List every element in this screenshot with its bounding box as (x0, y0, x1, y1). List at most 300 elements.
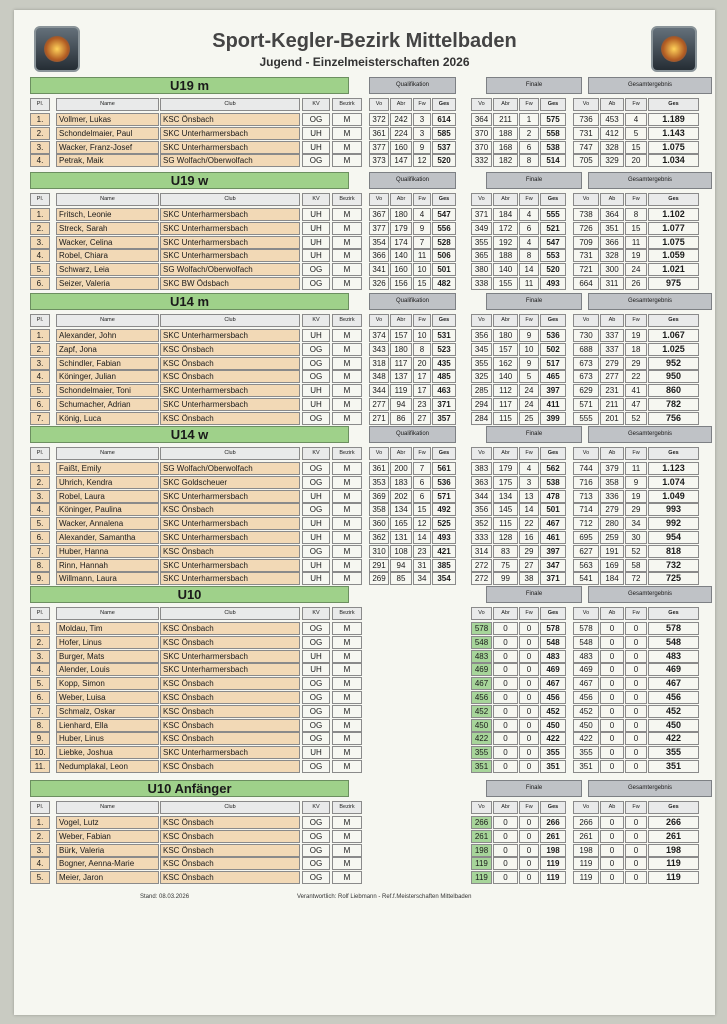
cell-kv: UH (302, 249, 330, 262)
cell-name: Schindler, Fabian (56, 357, 159, 370)
column-header-ab: Ab (600, 314, 624, 327)
cell-rank: 3. (30, 357, 50, 370)
cell-kv: UH (302, 329, 330, 342)
cell-q-abr: 180 (390, 208, 412, 221)
cell-q-fw: 8 (413, 343, 431, 356)
cell-club: KSC Önsbach (160, 871, 300, 884)
table-row (14, 760, 715, 774)
column-header-bezirk: Bezirk (332, 98, 362, 111)
cell-t-vo: 713 (573, 490, 599, 503)
cell-f-vo: 469 (471, 663, 492, 676)
column-header-kv: KV (302, 447, 330, 460)
cell-club: KSC Önsbach (160, 370, 300, 383)
cell-bezirk: M (332, 503, 362, 516)
cell-q-abr: 94 (390, 559, 412, 572)
cell-q-vo: 343 (369, 343, 389, 356)
table-row (14, 384, 715, 398)
cell-bezirk: M (332, 732, 362, 745)
cell-f-fw: 0 (519, 844, 539, 857)
cell-rank: 4. (30, 663, 50, 676)
cell-t-ab: 259 (600, 531, 624, 544)
cell-kv: OG (302, 263, 330, 276)
cell-f-vo: 352 (471, 517, 492, 530)
finale-header: Finale (486, 780, 582, 797)
cell-f-fw: 9 (519, 357, 539, 370)
cell-name: Schondelmaier, Toni (56, 384, 159, 397)
cell-t-ges: 1.067 (648, 329, 699, 342)
cell-kv: OG (302, 370, 330, 383)
cell-t-ab: 328 (600, 141, 624, 154)
cell-q-abr: 202 (390, 490, 412, 503)
cell-name: Robel, Laura (56, 490, 159, 503)
cell-f-abr: 0 (493, 732, 518, 745)
cell-f-vo: 338 (471, 277, 492, 290)
cell-rank: 1. (30, 462, 50, 475)
cell-f-abr: 115 (493, 412, 518, 425)
cell-t-ges: 954 (648, 531, 699, 544)
column-header-vo: Vo (471, 801, 492, 814)
results-sheet (14, 10, 715, 1015)
cell-kv: OG (302, 476, 330, 489)
column-header-ges: Ges (432, 193, 456, 206)
cell-t-ges: 1.074 (648, 476, 699, 489)
cell-f-ges: 493 (540, 277, 566, 290)
cell-bezirk: M (332, 663, 362, 676)
cell-f-vo: 452 (471, 705, 492, 718)
category-title: U14 w (30, 426, 349, 443)
cell-name: Rinn, Hannah (56, 559, 159, 572)
cell-bezirk: M (332, 113, 362, 126)
cell-f-vo: 548 (471, 636, 492, 649)
cell-kv: UH (302, 650, 330, 663)
table-row (14, 545, 715, 559)
cell-rank: 11. (30, 760, 50, 773)
cell-bezirk: M (332, 517, 362, 530)
cell-t-ges: 548 (648, 636, 699, 649)
cell-t-vo: 355 (573, 746, 599, 759)
column-header-fw: Fw (625, 98, 647, 111)
total-header: Gesamtergebnis (588, 293, 712, 310)
cell-q-ges: 493 (432, 531, 456, 544)
cell-rank: 3. (30, 490, 50, 503)
cell-t-ab: 351 (600, 222, 624, 235)
cell-q-ges: 520 (432, 154, 456, 167)
cell-q-ges: 463 (432, 384, 456, 397)
cell-club: KSC Önsbach (160, 691, 300, 704)
column-header-bezirk: Bezirk (332, 801, 362, 814)
cell-bezirk: M (332, 277, 362, 290)
column-header-abr: Abr (493, 193, 518, 206)
cell-t-ges: 860 (648, 384, 699, 397)
cell-name: Meier, Jaron (56, 871, 159, 884)
column-header-name: Name (56, 98, 159, 111)
cell-t-vo: 198 (573, 844, 599, 857)
cell-f-ges: 575 (540, 113, 566, 126)
cell-t-ab: 279 (600, 357, 624, 370)
cell-name: Streck, Sarah (56, 222, 159, 235)
column-header-fw: Fw (519, 314, 539, 327)
column-header-name: Name (56, 447, 159, 460)
table-row (14, 263, 715, 277)
cell-t-ab: 379 (600, 462, 624, 475)
table-row (14, 208, 715, 222)
column-header-fw: Fw (519, 193, 539, 206)
cell-f-vo: 314 (471, 545, 492, 558)
cell-bezirk: M (332, 545, 362, 558)
table-row (14, 357, 715, 371)
cell-t-vo: 469 (573, 663, 599, 676)
table-row (14, 249, 715, 263)
column-header-pl: Pl. (30, 607, 50, 620)
category-title: U14 m (30, 293, 349, 310)
cell-f-fw: 6 (519, 141, 539, 154)
cell-q-ges: 357 (432, 412, 456, 425)
cell-kv: OG (302, 277, 330, 290)
cell-f-fw: 24 (519, 384, 539, 397)
cell-q-vo: 374 (369, 329, 389, 342)
cell-club: KSC Önsbach (160, 636, 300, 649)
cell-name: Kopp, Simon (56, 677, 159, 690)
cell-t-vo: 731 (573, 249, 599, 262)
cell-bezirk: M (332, 222, 362, 235)
cell-f-ges: 411 (540, 398, 566, 411)
cell-t-ges: 450 (648, 719, 699, 732)
cell-t-fw: 0 (625, 719, 647, 732)
cell-name: Weber, Luisa (56, 691, 159, 704)
cell-t-ab: 0 (600, 622, 624, 635)
column-header-abr: Abr (390, 447, 412, 460)
cell-rank: 6. (30, 398, 50, 411)
column-header-bezirk: Bezirk (332, 314, 362, 327)
cell-f-abr: 180 (493, 329, 518, 342)
cell-t-fw: 29 (625, 357, 647, 370)
cell-f-vo: 285 (471, 384, 492, 397)
cell-f-ges: 547 (540, 236, 566, 249)
cell-name: Lienhard, Ella (56, 719, 159, 732)
cell-t-ges: 469 (648, 663, 699, 676)
cell-q-ges: 482 (432, 277, 456, 290)
cell-q-ges: 525 (432, 517, 456, 530)
cell-q-ges: 523 (432, 343, 456, 356)
cell-t-fw: 19 (625, 329, 647, 342)
total-header: Gesamtergebnis (588, 586, 712, 603)
cell-q-vo: 277 (369, 398, 389, 411)
cell-q-fw: 31 (413, 559, 431, 572)
table-row (14, 490, 715, 504)
cell-t-ges: 467 (648, 677, 699, 690)
cell-t-ges: 756 (648, 412, 699, 425)
total-header: Gesamtergebnis (588, 77, 712, 94)
cell-t-ab: 337 (600, 329, 624, 342)
cell-kv: OG (302, 830, 330, 843)
cell-t-ges: 119 (648, 857, 699, 870)
table-row (14, 236, 715, 250)
cell-f-abr: 182 (493, 154, 518, 167)
cell-t-fw: 0 (625, 816, 647, 829)
cell-q-fw: 15 (413, 277, 431, 290)
cell-t-ab: 184 (600, 572, 624, 585)
cell-name: Wacker, Annalena (56, 517, 159, 530)
cell-f-abr: 0 (493, 663, 518, 676)
cell-name: Weber, Fabian (56, 830, 159, 843)
cell-f-fw: 16 (519, 531, 539, 544)
cell-q-vo: 326 (369, 277, 389, 290)
cell-kv: OG (302, 545, 330, 558)
column-header-name: Name (56, 193, 159, 206)
cell-name: Moldau, Tim (56, 622, 159, 635)
cell-bezirk: M (332, 636, 362, 649)
qualification-header: Qualifikation (369, 172, 456, 189)
cell-kv: OG (302, 871, 330, 884)
cell-f-ges: 397 (540, 384, 566, 397)
cell-q-abr: 134 (390, 503, 412, 516)
table-row (14, 141, 715, 155)
cell-t-fw: 8 (625, 208, 647, 221)
cell-club: KSC Önsbach (160, 343, 300, 356)
cell-f-vo: 370 (471, 127, 492, 140)
cell-f-abr: 157 (493, 343, 518, 356)
cell-rank: 10. (30, 746, 50, 759)
qualification-header: Qualifikation (369, 426, 456, 443)
cell-t-ab: 328 (600, 249, 624, 262)
cell-f-fw: 0 (519, 760, 539, 773)
cell-t-ab: 0 (600, 719, 624, 732)
cell-t-vo: 712 (573, 517, 599, 530)
cell-q-abr: 157 (390, 329, 412, 342)
finale-header: Finale (486, 77, 582, 94)
cell-rank: 9. (30, 572, 50, 585)
cell-name: Willmann, Laura (56, 572, 159, 585)
cell-t-vo: 673 (573, 357, 599, 370)
cell-kv: OG (302, 844, 330, 857)
column-header-pl: Pl. (30, 193, 50, 206)
cell-kv: OG (302, 154, 330, 167)
cell-q-vo: 373 (369, 154, 389, 167)
cell-bezirk: M (332, 816, 362, 829)
cell-f-vo: 371 (471, 208, 492, 221)
table-row (14, 705, 715, 719)
total-header: Gesamtergebnis (588, 780, 712, 797)
cell-club: SG Wolfach/Oberwolfach (160, 462, 300, 475)
cell-bezirk: M (332, 384, 362, 397)
cell-t-vo: 261 (573, 830, 599, 843)
cell-club: SKC Unterharmersbach (160, 663, 300, 676)
cell-t-fw: 0 (625, 857, 647, 870)
cell-f-fw: 29 (519, 545, 539, 558)
cell-q-vo: 367 (369, 208, 389, 221)
cell-f-abr: 0 (493, 622, 518, 635)
cell-q-fw: 23 (413, 545, 431, 558)
cell-club: SKC Unterharmersbach (160, 531, 300, 544)
finale-header: Finale (486, 426, 582, 443)
cell-q-fw: 12 (413, 154, 431, 167)
cell-f-vo: 578 (471, 622, 492, 635)
cell-club: SKC Unterharmersbach (160, 490, 300, 503)
cell-f-vo: 467 (471, 677, 492, 690)
cell-q-abr: 174 (390, 236, 412, 249)
cell-q-ges: 556 (432, 222, 456, 235)
cell-f-vo: 356 (471, 503, 492, 516)
cell-f-abr: 168 (493, 141, 518, 154)
cell-t-fw: 4 (625, 113, 647, 126)
cell-f-vo: 450 (471, 719, 492, 732)
cell-name: Wacker, Franz-Josef (56, 141, 159, 154)
cell-rank: 4. (30, 370, 50, 383)
cell-q-vo: 344 (369, 384, 389, 397)
cell-name: Schmalz, Oskar (56, 705, 159, 718)
cell-name: Vogel, Lutz (56, 816, 159, 829)
cell-t-vo: 456 (573, 691, 599, 704)
cell-club: SKC Unterharmersbach (160, 746, 300, 759)
cell-club: SKC Unterharmersbach (160, 572, 300, 585)
column-header-kv: KV (302, 314, 330, 327)
cell-t-ab: 0 (600, 857, 624, 870)
cell-t-vo: 563 (573, 559, 599, 572)
cell-t-fw: 0 (625, 732, 647, 745)
column-header-ab: Ab (600, 607, 624, 620)
cell-t-fw: 18 (625, 343, 647, 356)
cell-name: Köninger, Julian (56, 370, 159, 383)
cell-q-ges: 537 (432, 141, 456, 154)
cell-f-ges: 399 (540, 412, 566, 425)
column-header-ges: Ges (648, 447, 699, 460)
cell-f-vo: 345 (471, 343, 492, 356)
cell-t-vo: 744 (573, 462, 599, 475)
cell-t-ab: 0 (600, 705, 624, 718)
cell-f-ges: 538 (540, 141, 566, 154)
cell-kv: OG (302, 343, 330, 356)
column-header-row (14, 447, 715, 461)
cell-rank: 1. (30, 113, 50, 126)
cell-f-vo: 370 (471, 141, 492, 154)
column-header-name: Name (56, 314, 159, 327)
cell-q-vo: 271 (369, 412, 389, 425)
column-header-bezirk: Bezirk (332, 607, 362, 620)
cell-rank: 5. (30, 871, 50, 884)
cell-name: Alender, Louis (56, 663, 159, 676)
table-row (14, 677, 715, 691)
cell-bezirk: M (332, 141, 362, 154)
cell-f-ges: 456 (540, 691, 566, 704)
cell-name: Hofer, Linus (56, 636, 159, 649)
cell-name: Bogner, Aenna-Marie (56, 857, 159, 870)
table-row (14, 127, 715, 141)
cell-q-abr: 140 (390, 249, 412, 262)
cell-t-vo: 571 (573, 398, 599, 411)
cell-t-fw: 24 (625, 263, 647, 276)
cell-bezirk: M (332, 691, 362, 704)
cell-t-ab: 453 (600, 113, 624, 126)
column-header-vo: Vo (471, 607, 492, 620)
cell-t-vo: 721 (573, 263, 599, 276)
cell-q-fw: 4 (413, 208, 431, 221)
cell-bezirk: M (332, 412, 362, 425)
cell-kv: OG (302, 719, 330, 732)
cell-f-abr: 83 (493, 545, 518, 558)
column-header-fw: Fw (519, 607, 539, 620)
column-header-vo: Vo (471, 314, 492, 327)
cell-kv: OG (302, 357, 330, 370)
cell-f-vo: 365 (471, 249, 492, 262)
cell-t-ab: 329 (600, 154, 624, 167)
column-header-pl: Pl. (30, 801, 50, 814)
cell-kv: OG (302, 677, 330, 690)
column-header-abr: Abr (390, 98, 412, 111)
cell-rank: 2. (30, 222, 50, 235)
cell-f-fw: 14 (519, 503, 539, 516)
cell-q-fw: 12 (413, 517, 431, 530)
cell-t-fw: 19 (625, 249, 647, 262)
cell-q-fw: 11 (413, 249, 431, 262)
cell-club: KSC Önsbach (160, 412, 300, 425)
cell-t-ges: 1.075 (648, 141, 699, 154)
column-header-abr: Abr (493, 314, 518, 327)
cell-t-ges: 1.075 (648, 236, 699, 249)
cell-f-ges: 538 (540, 476, 566, 489)
cell-f-fw: 0 (519, 650, 539, 663)
cell-f-abr: 0 (493, 746, 518, 759)
cell-club: KSC Önsbach (160, 830, 300, 843)
cell-t-vo: 716 (573, 476, 599, 489)
cell-f-abr: 0 (493, 760, 518, 773)
cell-club: SKC Unterharmersbach (160, 208, 300, 221)
cell-t-fw: 30 (625, 531, 647, 544)
cell-name: Schondelmaier, Paul (56, 127, 159, 140)
cell-f-abr: 0 (493, 871, 518, 884)
cell-q-fw: 7 (413, 462, 431, 475)
cell-kv: OG (302, 622, 330, 635)
cell-f-vo: 284 (471, 412, 492, 425)
cell-t-ab: 279 (600, 503, 624, 516)
column-header-vo: Vo (573, 314, 599, 327)
column-header-ab: Ab (600, 193, 624, 206)
column-header-fw: Fw (413, 193, 431, 206)
cell-q-ges: 614 (432, 113, 456, 126)
cell-rank: 6. (30, 277, 50, 290)
cell-bezirk: M (332, 490, 362, 503)
cell-f-ges: 397 (540, 545, 566, 558)
column-header-pl: Pl. (30, 98, 50, 111)
cell-q-abr: 119 (390, 384, 412, 397)
cell-kv: OG (302, 857, 330, 870)
cell-f-abr: 99 (493, 572, 518, 585)
cell-t-ges: 266 (648, 816, 699, 829)
cell-bezirk: M (332, 719, 362, 732)
cell-t-ges: 952 (648, 357, 699, 370)
column-header-ab: Ab (600, 98, 624, 111)
cell-f-vo: 355 (471, 236, 492, 249)
cell-rank: 2. (30, 476, 50, 489)
cell-t-fw: 20 (625, 154, 647, 167)
table-row (14, 412, 715, 426)
table-row (14, 636, 715, 650)
cell-t-fw: 0 (625, 622, 647, 635)
table-row (14, 719, 715, 733)
cell-f-fw: 6 (519, 222, 539, 235)
cell-rank: 2. (30, 830, 50, 843)
cell-q-fw: 3 (413, 127, 431, 140)
cell-t-fw: 29 (625, 503, 647, 516)
cell-rank: 7. (30, 412, 50, 425)
column-header-kv: KV (302, 98, 330, 111)
cell-f-ges: 502 (540, 343, 566, 356)
cell-q-fw: 9 (413, 141, 431, 154)
cell-kv: OG (302, 691, 330, 704)
cell-t-ges: 261 (648, 830, 699, 843)
cell-name: Robel, Chiara (56, 249, 159, 262)
cell-q-fw: 10 (413, 329, 431, 342)
cell-t-vo: 548 (573, 636, 599, 649)
